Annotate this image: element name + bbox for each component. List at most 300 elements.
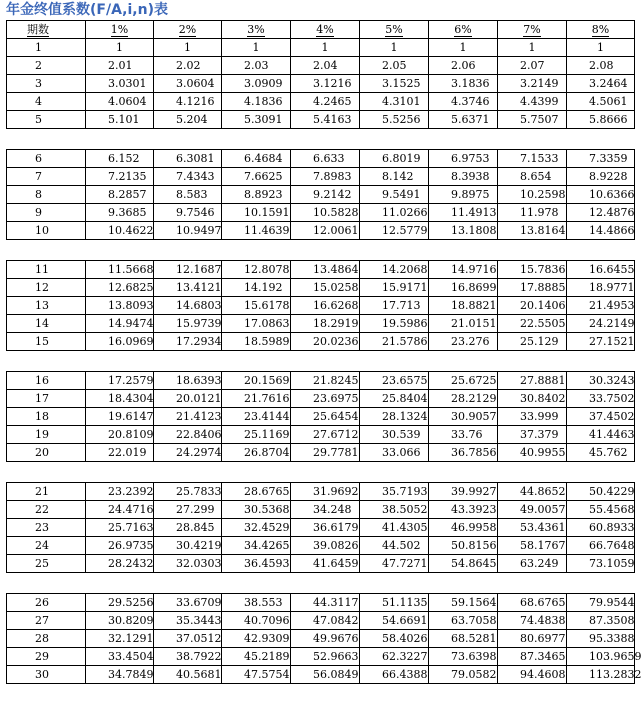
factor-cell: 9.2142 — [291, 186, 360, 204]
period-cell: 24 — [7, 537, 86, 555]
factor-cell: 37.4502 — [567, 408, 635, 426]
factor-cell: 37.0512 — [154, 630, 222, 648]
page-title: 年金终值系数(F/A,i,n)表 — [6, 2, 168, 18]
header-rate — [291, 21, 360, 39]
factor-cell: 44.8652 — [498, 483, 567, 501]
factor-cell: 1 — [360, 39, 429, 57]
factor-cell: 23.4144 — [222, 408, 291, 426]
factor-cell: 49.0057 — [498, 501, 567, 519]
factor-cell: 13.4864 — [291, 261, 360, 279]
factor-cell: 28.2129 — [429, 390, 498, 408]
period-cell: 23 — [7, 519, 86, 537]
header-label: 期数 — [27, 23, 49, 36]
factor-cell: 5.4163 — [291, 111, 360, 129]
factor-cell: 8.142 — [360, 168, 429, 186]
factor-cell: 94.4608 — [498, 666, 567, 684]
factor-cell: 44.3117 — [291, 594, 360, 612]
factor-cell: 7.4343 — [154, 168, 222, 186]
factor-cell: 10.9497 — [154, 222, 222, 240]
factor-cell: 1 — [154, 39, 222, 57]
factor-cell: 30.9057 — [429, 408, 498, 426]
period-cell: 13 — [7, 297, 86, 315]
factor-cell: 21.8245 — [291, 372, 360, 390]
factor-cell: 5.8666 — [567, 111, 635, 129]
factor-cell: 30.3243 — [567, 372, 635, 390]
table-row — [7, 204, 635, 222]
header-label: 6% — [454, 23, 472, 36]
factor-cell: 25.7163 — [86, 519, 154, 537]
factor-cell: 14.4866 — [567, 222, 635, 240]
factor-cell: 5.101 — [86, 111, 154, 129]
period-cell: 16 — [7, 372, 86, 390]
factor-cell: 36.7856 — [429, 444, 498, 462]
group-divider-cell — [7, 462, 635, 483]
factor-cell: 35.7193 — [360, 483, 429, 501]
table-row — [7, 390, 635, 408]
factor-cell: 5.3091 — [222, 111, 291, 129]
factor-cell: 23.6975 — [291, 390, 360, 408]
factor-cell: 29.7781 — [291, 444, 360, 462]
factor-cell: 9.3685 — [86, 204, 154, 222]
factor-cell: 2.01 — [86, 57, 154, 75]
factor-cell: 9.5491 — [360, 186, 429, 204]
factor-cell: 34.7849 — [86, 666, 154, 684]
factor-cell: 11.4639 — [222, 222, 291, 240]
factor-cell: 24.2974 — [154, 444, 222, 462]
factor-cell: 4.3746 — [429, 93, 498, 111]
factor-cell: 20.1406 — [498, 297, 567, 315]
factor-cell: 35.3443 — [154, 612, 222, 630]
period-cell: 20 — [7, 444, 86, 462]
table-row — [7, 483, 635, 501]
factor-cell: 58.4026 — [360, 630, 429, 648]
factor-cell: 16.8699 — [429, 279, 498, 297]
header-rate — [360, 21, 429, 39]
factor-cell: 3.0301 — [86, 75, 154, 93]
factor-cell: 45.762 — [567, 444, 635, 462]
factor-cell: 32.0303 — [154, 555, 222, 573]
factor-cell: 15.9739 — [154, 315, 222, 333]
factor-cell: 33.6709 — [154, 594, 222, 612]
factor-cell: 39.9927 — [429, 483, 498, 501]
factor-cell: 13.1808 — [429, 222, 498, 240]
factor-cell: 87.3508 — [567, 612, 635, 630]
factor-cell: 25.1169 — [222, 426, 291, 444]
factor-cell: 21.4123 — [154, 408, 222, 426]
period-cell: 25 — [7, 555, 86, 573]
header-label: 3% — [247, 23, 265, 36]
table-row — [7, 501, 635, 519]
factor-cell: 66.7648 — [567, 537, 635, 555]
factor-cell: 103.9659 — [567, 648, 635, 666]
factor-cell: 43.3923 — [429, 501, 498, 519]
factor-cell: 1 — [222, 39, 291, 57]
table-row — [7, 111, 635, 129]
factor-cell: 2.04 — [291, 57, 360, 75]
factor-cell: 2.06 — [429, 57, 498, 75]
factor-cell: 18.6393 — [154, 372, 222, 390]
header-rate — [86, 21, 154, 39]
factor-cell: 3.2149 — [498, 75, 567, 93]
factor-cell: 34.248 — [291, 501, 360, 519]
header-rate — [429, 21, 498, 39]
factor-cell: 30.4219 — [154, 537, 222, 555]
factor-cell: 46.9958 — [429, 519, 498, 537]
header-label: 2% — [178, 23, 197, 36]
factor-cell: 27.6712 — [291, 426, 360, 444]
factor-cell: 40.7096 — [222, 612, 291, 630]
factor-cell: 45.2189 — [222, 648, 291, 666]
factor-cell: 30.5368 — [222, 501, 291, 519]
factor-cell: 2.08 — [567, 57, 635, 75]
factor-cell: 16.6268 — [291, 297, 360, 315]
factor-cell: 28.1324 — [360, 408, 429, 426]
factor-cell: 10.1591 — [222, 204, 291, 222]
table-row — [7, 315, 635, 333]
factor-cell: 5.204 — [154, 111, 222, 129]
factor-cell: 12.1687 — [154, 261, 222, 279]
factor-cell: 51.1135 — [360, 594, 429, 612]
table-row — [7, 168, 635, 186]
factor-cell: 6.4684 — [222, 150, 291, 168]
table-row — [7, 39, 635, 57]
factor-cell: 20.8109 — [86, 426, 154, 444]
factor-cell: 24.2149 — [567, 315, 635, 333]
factor-cell: 20.1569 — [222, 372, 291, 390]
factor-cell: 40.9955 — [498, 444, 567, 462]
group-divider — [7, 129, 635, 150]
factor-cell: 18.4304 — [86, 390, 154, 408]
factor-cell: 27.1521 — [567, 333, 635, 351]
factor-cell: 7.1533 — [498, 150, 567, 168]
table-row — [7, 630, 635, 648]
factor-cell: 18.9771 — [567, 279, 635, 297]
factor-cell: 20.0121 — [154, 390, 222, 408]
header-label: 8% — [591, 23, 610, 36]
factor-cell: 41.4305 — [360, 519, 429, 537]
factor-cell: 3.1216 — [291, 75, 360, 93]
factor-cell: 15.6178 — [222, 297, 291, 315]
factor-cell: 29.5256 — [86, 594, 154, 612]
factor-cell: 2.02 — [154, 57, 222, 75]
table-row — [7, 408, 635, 426]
factor-cell: 8.583 — [154, 186, 222, 204]
factor-cell: 3.2464 — [567, 75, 635, 93]
table-row — [7, 426, 635, 444]
period-cell: 11 — [7, 261, 86, 279]
factor-cell: 19.6147 — [86, 408, 154, 426]
factor-cell: 50.4229 — [567, 483, 635, 501]
factor-cell: 68.5281 — [429, 630, 498, 648]
factor-cell: 31.9692 — [291, 483, 360, 501]
factor-cell: 12.5779 — [360, 222, 429, 240]
factor-cell: 21.0151 — [429, 315, 498, 333]
factor-cell: 54.8645 — [429, 555, 498, 573]
table-row — [7, 186, 635, 204]
factor-cell: 36.4593 — [222, 555, 291, 573]
factor-cell: 7.8983 — [291, 168, 360, 186]
factor-cell: 87.3465 — [498, 648, 567, 666]
header-rate — [498, 21, 567, 39]
factor-cell: 38.5052 — [360, 501, 429, 519]
factor-cell: 54.6691 — [360, 612, 429, 630]
table-row — [7, 537, 635, 555]
factor-cell: 38.553 — [222, 594, 291, 612]
factor-cell: 36.6179 — [291, 519, 360, 537]
period-cell: 12 — [7, 279, 86, 297]
factor-cell: 10.5828 — [291, 204, 360, 222]
factor-cell: 4.0604 — [86, 93, 154, 111]
factor-cell: 47.0842 — [291, 612, 360, 630]
factor-cell: 41.6459 — [291, 555, 360, 573]
header-rate — [222, 21, 291, 39]
factor-cell: 1 — [429, 39, 498, 57]
factor-cell: 34.4265 — [222, 537, 291, 555]
header-label: 1% — [110, 23, 129, 36]
period-cell: 27 — [7, 612, 86, 630]
table-row — [7, 297, 635, 315]
factor-cell: 17.0863 — [222, 315, 291, 333]
factor-cell: 27.299 — [154, 501, 222, 519]
factor-cell: 4.1216 — [154, 93, 222, 111]
factor-cell: 12.6825 — [86, 279, 154, 297]
factor-cell: 25.129 — [498, 333, 567, 351]
factor-cell: 23.276 — [429, 333, 498, 351]
table-row — [7, 279, 635, 297]
factor-cell: 13.8164 — [498, 222, 567, 240]
factor-cell: 80.6977 — [498, 630, 567, 648]
factor-cell: 56.0849 — [291, 666, 360, 684]
factor-cell: 28.2432 — [86, 555, 154, 573]
period-cell: 19 — [7, 426, 86, 444]
factor-cell: 58.1767 — [498, 537, 567, 555]
factor-cell: 33.4504 — [86, 648, 154, 666]
factor-cell: 55.4568 — [567, 501, 635, 519]
table-row — [7, 666, 635, 684]
period-cell: 29 — [7, 648, 86, 666]
table-row — [7, 648, 635, 666]
factor-cell: 49.9676 — [291, 630, 360, 648]
factor-cell: 14.2068 — [360, 261, 429, 279]
period-cell: 17 — [7, 390, 86, 408]
factor-cell: 25.7833 — [154, 483, 222, 501]
factor-cell: 9.8975 — [429, 186, 498, 204]
factor-cell: 26.9735 — [86, 537, 154, 555]
group-divider-cell — [7, 573, 635, 594]
factor-cell: 22.8406 — [154, 426, 222, 444]
factor-cell: 52.9663 — [291, 648, 360, 666]
table-body — [7, 21, 642, 684]
factor-cell: 59.1564 — [429, 594, 498, 612]
factor-cell: 11.4913 — [429, 204, 498, 222]
factor-cell: 16.0969 — [86, 333, 154, 351]
factor-cell: 44.502 — [360, 537, 429, 555]
factor-cell: 6.3081 — [154, 150, 222, 168]
factor-cell: 12.4876 — [567, 204, 635, 222]
table-row — [7, 594, 635, 612]
factor-cell: 12.8078 — [222, 261, 291, 279]
factor-cell: 9.7546 — [154, 204, 222, 222]
factor-cell: 24.4716 — [86, 501, 154, 519]
factor-cell: 8.3938 — [429, 168, 498, 186]
factor-cell: 18.2919 — [291, 315, 360, 333]
header-label: 7% — [523, 23, 541, 36]
factor-cell: 23.6575 — [360, 372, 429, 390]
header-rate — [567, 21, 635, 39]
table-row — [7, 75, 635, 93]
table-row — [7, 555, 635, 573]
factor-cell: 25.8404 — [360, 390, 429, 408]
factor-cell: 3.1836 — [429, 75, 498, 93]
factor-cell: 19.5986 — [360, 315, 429, 333]
factor-cell: 3.0909 — [222, 75, 291, 93]
factor-cell: 4.4399 — [498, 93, 567, 111]
period-cell: 10 — [7, 222, 86, 240]
factor-cell: 33.76 — [429, 426, 498, 444]
group-divider — [7, 573, 635, 594]
factor-cell: 3.0604 — [154, 75, 222, 93]
factor-cell: 8.8923 — [222, 186, 291, 204]
factor-cell: 11.978 — [498, 204, 567, 222]
factor-cell: 50.8156 — [429, 537, 498, 555]
factor-cell: 15.7836 — [498, 261, 567, 279]
table-row — [7, 222, 635, 240]
factor-cell: 3.1525 — [360, 75, 429, 93]
factor-cell: 5.6371 — [429, 111, 498, 129]
factor-cell: 53.4361 — [498, 519, 567, 537]
factor-cell: 74.4838 — [498, 612, 567, 630]
factor-cell: 14.9474 — [86, 315, 154, 333]
header-label: 4% — [316, 23, 334, 36]
factor-cell: 39.0826 — [291, 537, 360, 555]
period-cell: 28 — [7, 630, 86, 648]
factor-cell: 18.5989 — [222, 333, 291, 351]
factor-cell: 42.9309 — [222, 630, 291, 648]
factor-cell: 8.9228 — [567, 168, 635, 186]
factor-cell: 40.5681 — [154, 666, 222, 684]
factor-cell: 68.6765 — [498, 594, 567, 612]
factor-cell: 6.152 — [86, 150, 154, 168]
factor-cell: 32.4529 — [222, 519, 291, 537]
factor-cell: 13.8093 — [86, 297, 154, 315]
factor-cell: 2.05 — [360, 57, 429, 75]
factor-cell: 5.7507 — [498, 111, 567, 129]
group-divider — [7, 351, 635, 372]
header-label: 5% — [385, 23, 403, 36]
factor-cell: 63.7058 — [429, 612, 498, 630]
factor-cell: 21.7616 — [222, 390, 291, 408]
table-row — [7, 261, 635, 279]
factor-cell: 13.4121 — [154, 279, 222, 297]
factor-cell: 4.3101 — [360, 93, 429, 111]
period-cell: 14 — [7, 315, 86, 333]
factor-cell: 7.6625 — [222, 168, 291, 186]
factor-cell: 27.8881 — [498, 372, 567, 390]
period-cell: 22 — [7, 501, 86, 519]
factor-cell: 62.3227 — [360, 648, 429, 666]
table-row — [7, 57, 635, 75]
factor-cell: 18.8821 — [429, 297, 498, 315]
factor-cell: 38.7922 — [154, 648, 222, 666]
factor-cell: 22.5505 — [498, 315, 567, 333]
period-cell: 7 — [7, 168, 86, 186]
table-row — [7, 93, 635, 111]
factor-cell: 25.6725 — [429, 372, 498, 390]
header-row — [7, 21, 635, 39]
factor-cell: 66.4388 — [360, 666, 429, 684]
table-row — [7, 333, 635, 351]
factor-cell: 7.3359 — [567, 150, 635, 168]
factor-cell: 8.2857 — [86, 186, 154, 204]
table-row — [7, 519, 635, 537]
factor-cell: 47.5754 — [222, 666, 291, 684]
group-divider-cell — [7, 129, 635, 150]
factor-cell: 28.6765 — [222, 483, 291, 501]
factor-cell: 23.2392 — [86, 483, 154, 501]
factor-cell: 30.8402 — [498, 390, 567, 408]
factor-cell: 7.2135 — [86, 168, 154, 186]
factor-cell: 22.019 — [86, 444, 154, 462]
factor-cell: 4.1836 — [222, 93, 291, 111]
factor-cell: 11.5668 — [86, 261, 154, 279]
header-period — [7, 21, 86, 39]
period-cell: 18 — [7, 408, 86, 426]
factor-cell: 79.0582 — [429, 666, 498, 684]
group-divider-cell — [7, 351, 635, 372]
period-cell: 5 — [7, 111, 86, 129]
factor-cell: 32.1291 — [86, 630, 154, 648]
factor-cell: 12.0061 — [291, 222, 360, 240]
factor-cell: 6.8019 — [360, 150, 429, 168]
factor-cell: 47.7271 — [360, 555, 429, 573]
factor-cell: 6.9753 — [429, 150, 498, 168]
period-cell: 15 — [7, 333, 86, 351]
factor-cell: 41.4463 — [567, 426, 635, 444]
factor-cell: 8.654 — [498, 168, 567, 186]
period-cell: 26 — [7, 594, 86, 612]
table-row — [7, 150, 635, 168]
group-divider — [7, 240, 635, 261]
factor-cell: 20.0236 — [291, 333, 360, 351]
factor-cell: 79.9544 — [567, 594, 635, 612]
factor-cell: 33.7502 — [567, 390, 635, 408]
factor-cell: 73.6398 — [429, 648, 498, 666]
factor-cell: 10.2598 — [498, 186, 567, 204]
factor-cell: 63.249 — [498, 555, 567, 573]
factor-cell: 113.2832 — [567, 666, 635, 684]
factor-cell: 60.8933 — [567, 519, 635, 537]
factor-cell: 17.2934 — [154, 333, 222, 351]
header-rate — [154, 21, 222, 39]
period-cell: 9 — [7, 204, 86, 222]
factor-cell: 25.6454 — [291, 408, 360, 426]
factor-cell: 2.07 — [498, 57, 567, 75]
factor-cell: 33.066 — [360, 444, 429, 462]
annuity-future-value-table — [6, 20, 642, 684]
period-cell: 21 — [7, 483, 86, 501]
table-row — [7, 372, 635, 390]
factor-cell: 28.845 — [154, 519, 222, 537]
factor-cell: 21.5786 — [360, 333, 429, 351]
group-divider — [7, 462, 635, 483]
factor-cell: 5.5256 — [360, 111, 429, 129]
factor-cell: 14.9716 — [429, 261, 498, 279]
factor-cell: 21.4953 — [567, 297, 635, 315]
factor-cell: 10.4622 — [86, 222, 154, 240]
factor-cell: 95.3388 — [567, 630, 635, 648]
period-cell: 2 — [7, 57, 86, 75]
factor-cell: 4.2465 — [291, 93, 360, 111]
